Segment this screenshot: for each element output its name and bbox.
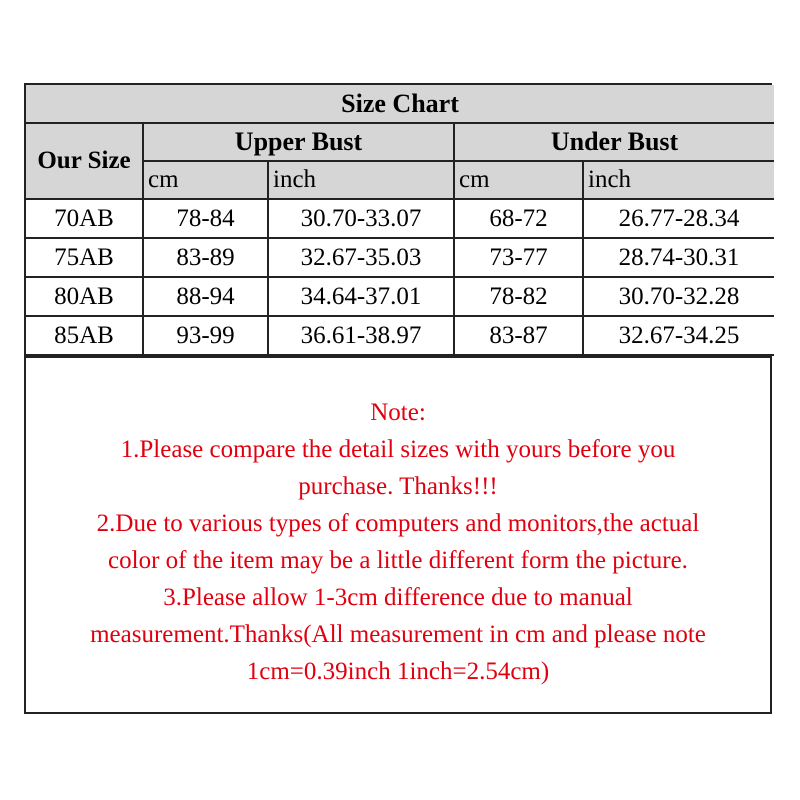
upper-inch-cell: 30.70-33.07 [268,199,454,238]
size-chart [24,83,772,714]
size-cell: 75AB [26,238,143,277]
upper-cm-header: cm [143,161,268,199]
upper-inch-cell: 34.64-37.01 [268,277,454,316]
under-cm-cell: 83-87 [454,316,583,355]
note-line: color of the item may be a little different form the picture. [108,547,688,574]
upper-inch-header: inch [268,161,454,199]
size-cell: 70AB [26,199,143,238]
note-line: purchase. Thanks!!! [298,473,498,500]
note-line: 1cm=0.39inch 1inch=2.54cm) [246,658,550,685]
table-row [26,199,774,238]
note-line: measurement.Thanks(All measurement in cm and please note [90,621,706,648]
table-row [26,316,774,355]
upper-bust-header: Upper Bust [143,123,454,161]
size-table [26,85,774,356]
under-inch-cell: 32.67-34.25 [583,316,774,355]
under-cm-header: cm [454,161,583,199]
note-line: 2.Due to various types of computers and monitors,the actual [96,510,700,537]
under-inch-header: inch [583,161,774,199]
upper-cm-cell: 83-89 [143,238,268,277]
under-inch-cell: 28.74-30.31 [583,238,774,277]
table-row [26,238,774,277]
upper-inch-cell: 32.67-35.03 [268,238,454,277]
chart-title: Size Chart [26,85,774,123]
title-row [26,85,774,123]
under-cm-cell: 73-77 [454,238,583,277]
size-cell: 85AB [26,316,143,355]
under-inch-cell: 30.70-32.28 [583,277,774,316]
notes-section [26,356,770,716]
note-line: 1.Please compare the detail sizes with yours before you [120,436,676,463]
upper-inch-cell: 36.61-38.97 [268,316,454,355]
upper-cm-cell: 88-94 [143,277,268,316]
note-heading: Note: [370,399,426,426]
our-size-header: Our Size [26,123,143,199]
size-cell: 80AB [26,277,143,316]
upper-cm-cell: 93-99 [143,316,268,355]
note-line: 3.Please allow 1-3cm difference due to manual [163,584,633,611]
under-cm-cell: 68-72 [454,199,583,238]
under-cm-cell: 78-82 [454,277,583,316]
under-inch-cell: 26.77-28.34 [583,199,774,238]
upper-cm-cell: 78-84 [143,199,268,238]
table-row [26,277,774,316]
group-header-row [26,123,774,161]
under-bust-header: Under Bust [454,123,774,161]
